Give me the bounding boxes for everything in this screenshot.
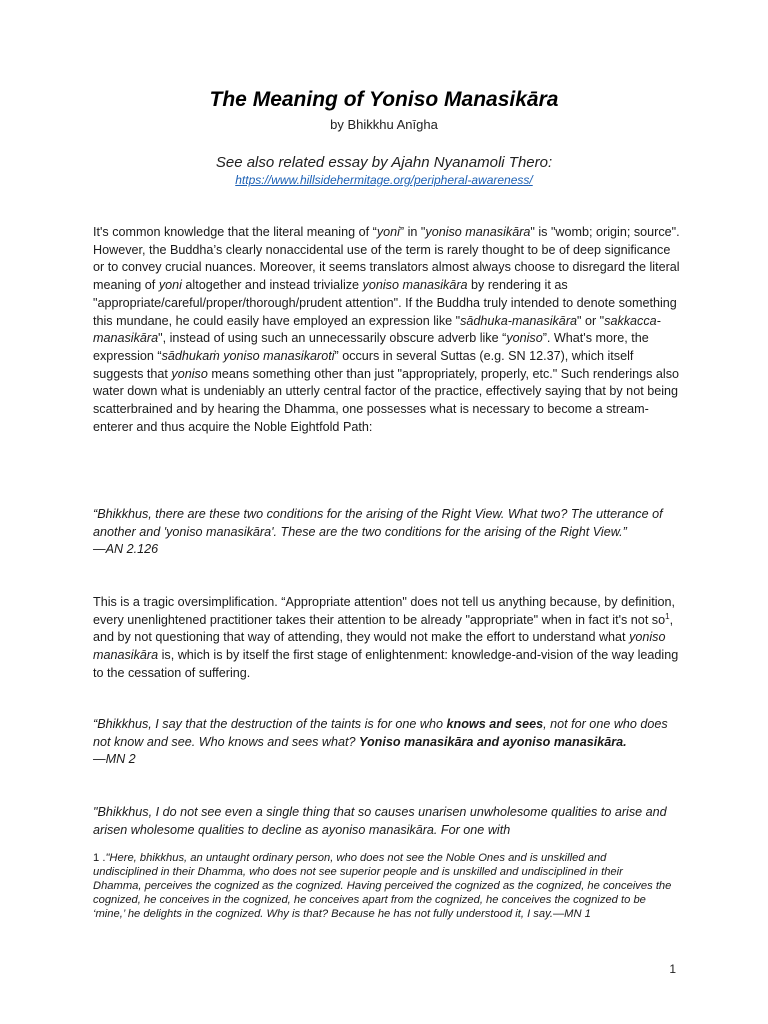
paragraph-intro xyxy=(93,224,681,436)
footnote-1 xyxy=(93,851,673,921)
pali-term: sādhukaṁ yoniso manasikaroti xyxy=(161,348,335,363)
text-run: , not for one who does not know and see. Who knows and sees what? xyxy=(93,717,668,749)
text-run: " is "womb; origin; source". However, the Buddha’s clearly nonaccidental use of the term is rarely thought to be of deep significance or to convey crucial nuances. Moreover, it seems translators almost always choose to disregard the literal meaning of xyxy=(93,225,680,293)
text-run: “Bhikkhus, I say that the destruction of the taints is for one who xyxy=(93,717,447,731)
text-run: ", instead of using such an unnecessarily obscure adverb like “ xyxy=(158,331,507,346)
text-run: means something other than just "appropriately, properly, etc." Such renderings also water down what is undeniably an utterly central factor of the practice, effectively saying that by not being scatterbrained and by hearing the Dhamma, one possesses what is necessary to become a stream-enterer and thus acquire the Noble Eightfold Path: xyxy=(93,366,680,434)
text-run: , and by not questioning that way of attending, they would not make the effort to understand what xyxy=(93,612,674,645)
author-line: by Bhikkhu Anīgha xyxy=(330,117,438,132)
quote-citation: —MN 2 xyxy=(93,752,136,767)
page-number: 1 xyxy=(669,962,676,976)
pali-term: sādhuka-manasikāra xyxy=(460,313,578,328)
quote-text: “Bhikkhus, there are these two conditions for the arising of the Right View. What two? The utterance of another and 'yoniso manasikāra'. These are the two conditions for the arising of the Right View.” xyxy=(93,507,663,539)
quote-mn-2 xyxy=(93,716,681,769)
pali-term: yoniso manasikāra xyxy=(362,278,468,293)
footnote-text: "Here, bhikkhus, an untaught ordinary person, who does not see the Noble Ones and is unskilled and undisciplined in their Dhamma, who does not see superior people and is unskilled and undisciplined in their Dhamma, perceives the cognized as the cognized. Having perceived the cognized as the cognized, he conceives the cognized, he conceives in the cognized, he conceives apart from the cognized, he conceives the cognized to be ‘mine,’ he delights in the cognized. Why is that? Because he has not fully understood it, I say.—MN 1 xyxy=(93,852,672,920)
text-run: altogether and instead trivialize xyxy=(181,278,363,293)
pali-term: yoniso xyxy=(506,331,543,346)
see-also-line: See also related essay by Ajahn Nyanamoli Thero: xyxy=(215,154,553,171)
document-title: The Meaning of Yoniso Manasikāra xyxy=(209,88,559,111)
quote-text: "Bhikkhus, I do not see even a single thing that so causes unarisen unwholesome qualities to arise and arisen wholesome qualities to decline as ayoniso manasikāra. For one with xyxy=(93,805,667,837)
text-run: ” in " xyxy=(399,225,426,239)
footnote-marker: 1 . xyxy=(93,852,106,864)
peripheral-awareness-link[interactable]: https://www.hillsidehermitage.org/peripheral-awareness/ xyxy=(235,173,533,187)
text-run: ” occurs in several Suttas (e.g. SN 12.37), which itself suggests that xyxy=(93,348,634,381)
pali-term: yoniso xyxy=(171,366,208,381)
quote-an-2-126 xyxy=(93,506,681,559)
quote-citation: —AN 2.126 xyxy=(93,542,159,557)
text-run: " or " xyxy=(577,313,605,328)
see-also-link-container xyxy=(0,173,768,187)
pali-term: yoniso manasikāra xyxy=(425,225,531,239)
text-run: It's common knowledge that the literal meaning of “ xyxy=(93,225,377,239)
quote-ayoniso xyxy=(93,804,681,839)
pali-term: sakkacca-manasikāra xyxy=(93,313,661,346)
footnote-reference[interactable]: 1 xyxy=(665,611,670,621)
pali-term: yoni xyxy=(376,225,400,239)
emphasis-text: Yoniso manasikāra and ayoniso manasikāra. xyxy=(359,734,627,749)
pali-term: yoniso manasikāra xyxy=(93,630,666,663)
paragraph-oversimplification xyxy=(93,594,681,683)
emphasis-text: knows and sees xyxy=(446,717,544,731)
text-run: is, which is by itself the first stage of enlightenment: knowledge-and-vision of the way leading to the cessation of suffering. xyxy=(93,648,679,680)
text-run: by rendering it as "appropriate/careful/proper/thorough/prudent attention". If the Buddha truly intended to denote something this mundane, he could easily have employed an expression like " xyxy=(93,278,677,328)
text-run: ”. What's more, the expression “ xyxy=(93,331,649,363)
pali-term: yoni xyxy=(158,278,182,293)
text-run: This is a tragic oversimplification. “Appropriate attention" does not tell us anything because, by definition, every unenlightened practitioner takes their attention to be already "appropriate" when in fact it's not so xyxy=(93,595,675,627)
